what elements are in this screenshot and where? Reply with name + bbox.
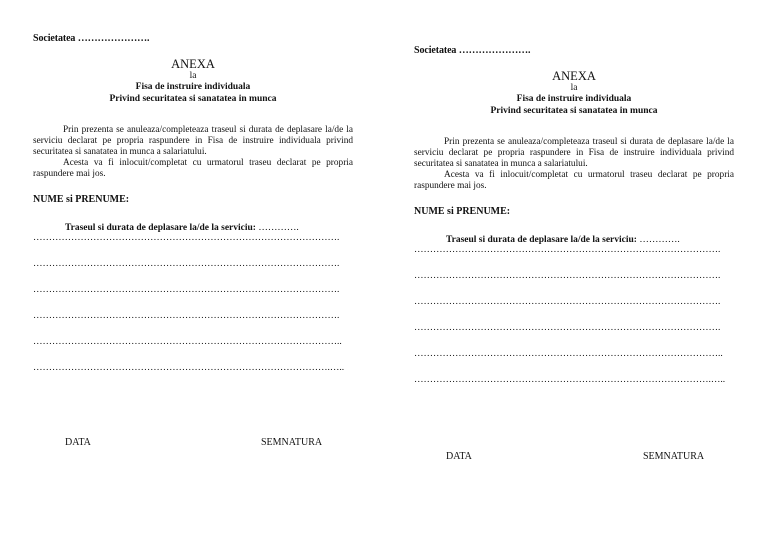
dotted-line: ………………………………………………………………………………….….. — [33, 363, 345, 373]
form-subtitle-2: Privind securitatea si sanatatea in munca — [490, 106, 658, 116]
annex-la: la — [189, 71, 197, 81]
route-label-row — [33, 223, 353, 233]
paragraph-1: Prin prezenta se anuleaza/completeaza traseul si durata de deplasare la/de la serviciu declarat pe propria raspundere in Fisa de instruire individuala privind securitatea si sanatatea in munca a salariatului. — [33, 125, 353, 157]
dotted-line: ……………………………………………………………………………………. — [414, 245, 721, 255]
annex-form-right — [414, 45, 734, 465]
dotted-line: …………………………………………………………………………………….. — [414, 349, 723, 359]
annex-form-left — [33, 33, 353, 451]
form-subtitle-1: Fisa de instruire individuala — [135, 82, 251, 92]
route-dots: …………. — [639, 235, 680, 245]
form-subtitle-2: Privind securitatea si sanatatea in munca — [109, 94, 277, 104]
dotted-line: …………………………………………………………………………………….. — [33, 337, 342, 347]
dotted-line: ……………………………………………………………………………………. — [33, 285, 340, 295]
body-text — [33, 125, 353, 180]
route-label-row — [414, 235, 734, 245]
dotted-line: ……………………………………………………………………………………. — [33, 311, 340, 321]
paragraph-2: Acesta va fi inlocuit/completat cu urmatorul traseu declarat pe propria raspundere mai jos. — [414, 170, 734, 191]
route-label: Traseul si durata de deplasare la/de la serviciu: — [446, 235, 637, 245]
date-label: DATA — [65, 437, 91, 448]
paragraph-1: Prin prezenta se anuleaza/completeaza traseul si durata de deplasare la/de la serviciu declarat pe propria raspundere in Fisa de instruire individuala privind securitatea si sanatatea in munca a salariatului. — [414, 137, 734, 169]
dotted-line: ……………………………………………………………………………………. — [414, 323, 721, 333]
route-label: Traseul si durata de deplasare la/de la serviciu: — [65, 223, 256, 233]
dotted-line: ……………………………………………………………………………………. — [33, 233, 340, 243]
signature-row — [33, 437, 353, 451]
company-field: Societatea …………………. — [414, 45, 531, 56]
annex-title: ANEXA — [171, 57, 215, 71]
signature-label: SEMNATURA — [643, 451, 705, 462]
dotted-line: ………………………………………………………………………………….….. — [414, 375, 726, 385]
name-label: NUME si PRENUME: — [33, 194, 130, 205]
signature-row — [414, 451, 734, 465]
date-label: DATA — [446, 451, 472, 462]
company-field: Societatea …………………. — [33, 33, 150, 44]
body-text — [414, 137, 734, 192]
annex-la: la — [570, 83, 578, 93]
signature-label: SEMNATURA — [261, 437, 323, 448]
dotted-line: ……………………………………………………………………………………. — [414, 297, 721, 307]
route-dots: …………. — [258, 223, 299, 233]
paragraph-2: Acesta va fi inlocuit/completat cu urmatorul traseu declarat pe propria raspundere mai jos. — [33, 158, 353, 179]
name-label: NUME si PRENUME: — [414, 206, 511, 217]
annex-title: ANEXA — [552, 69, 596, 83]
dotted-line: ……………………………………………………………………………………. — [414, 271, 721, 281]
dotted-line: ……………………………………………………………………………………. — [33, 259, 340, 269]
form-subtitle-1: Fisa de instruire individuala — [516, 94, 632, 104]
